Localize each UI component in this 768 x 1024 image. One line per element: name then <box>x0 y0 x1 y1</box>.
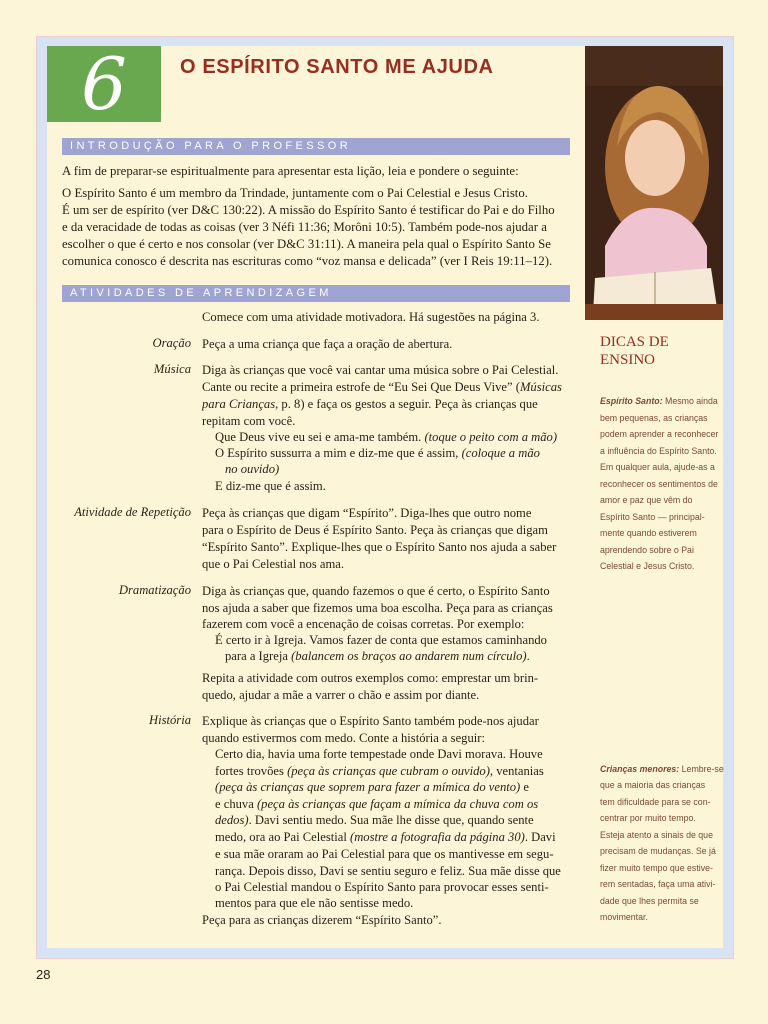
tip-line: Espírito Santo — principal- <box>600 512 705 522</box>
label-historia: História <box>149 713 191 727</box>
dramatizacao-line: fazerem com você a encenação de coisas corretas. Por exemplo: <box>202 617 525 631</box>
repeticao-line: que o Pai Celestial nos ama. <box>202 557 344 571</box>
historia-line: e chuva (peça às crianças que façam a mímica da chuva com os <box>215 797 539 811</box>
dramatizacao-line: nos ajuda a saber que fizemos uma boa escolha. Peça para as crianças <box>202 601 553 615</box>
intro-line: A fim de preparar-se espiritualmente para apresentar esta lição, leia e pondere o seguinte: <box>62 164 519 178</box>
musica-line: Diga às crianças que você vai cantar uma música sobre o Pai Celestial. <box>202 363 559 377</box>
intro-line: comunica conosco é descrita nas escrituras como “voz mansa e delicada” (ver I Reis 19:11–12). <box>62 254 553 268</box>
label-oracao: Oração <box>152 336 191 350</box>
dramatizacao-line: Diga às crianças que, quando fazemos o que é certo, o Espírito Santo <box>202 584 550 598</box>
historia-line: Certo dia, havia uma forte tempestade onde Davi morava. Houve <box>215 747 543 761</box>
girl-reading-photo <box>585 46 723 320</box>
tip-line: movimentar. <box>600 912 648 922</box>
intro-line: O Espírito Santo é um membro da Trindade, juntamente com o Pai Celestial e Jesus Cristo. <box>62 186 528 200</box>
tip-line: Em qualquer aula, ajude-as a <box>600 462 715 472</box>
tip-line: Celestial e Jesus Cristo. <box>600 561 695 571</box>
song-line: no ouvido) <box>225 462 280 476</box>
musica-line: Cante ou recite a primeira estrofe de “Eu Sei Que Deus Vive” (Músicas <box>202 380 562 394</box>
tip-line: a influência do Espírito Santo. <box>600 446 717 456</box>
historia-line: rança. Depois disso, Davi se sentiu seguro e feliz. Sua mãe disse que <box>215 864 561 878</box>
page-number: 28 <box>36 967 51 982</box>
historia-line: o Pai Celestial mandou o Espírito Santo para provocar esses senti- <box>215 880 549 894</box>
dramatizacao-line: para a Igreja (balancem os braços ao andarem num círculo). <box>225 649 530 663</box>
historia-line: (peça às crianças que soprem para fazer a mímica do vento) e <box>215 780 529 794</box>
intro-line: e da veracidade de todas as coisas (ver 3 Néfi 11:36; Morôni 10:5). Também pode-nos ajudar a <box>62 220 547 234</box>
tip-line: Esteja atento a sinais de que <box>600 830 713 840</box>
lesson-title: O ESPÍRITO SANTO ME AJUDA <box>180 56 494 78</box>
tip-line: bem pequenas, as crianças <box>600 413 708 423</box>
tip-line: reconhecer os sentimentos de <box>600 479 718 489</box>
label-repeticao: Atividade de Repetição <box>74 505 191 519</box>
historia-line: medo, ora ao Pai Celestial (mostre a fotografia da página 30). Davi <box>215 830 556 844</box>
intro-banner: INTRODUÇÃO PARA O PROFESSOR <box>62 138 570 155</box>
tip-line: tem dificuldade para se con- <box>600 797 711 807</box>
historia-line: dedos). Davi sentiu medo. Sua mãe lhe disse que, quando sente <box>215 813 534 827</box>
tip-line: centrar por muito tempo. <box>600 813 696 823</box>
intro-line: escolher o que é certo e nos consolar (ver D&C 31:11). A maneira pela qual o Espírito Santo Se <box>62 237 551 251</box>
tip-line: fizer muito tempo que estive- <box>600 863 713 873</box>
teaching-tips-heading: DICAS DE ENSINO <box>600 334 669 368</box>
activities-start-line: Comece com uma atividade motivadora. Há sugestões na página 3. <box>202 310 540 324</box>
label-dramatizacao: Dramatização <box>118 583 191 597</box>
tip-line: podem aprender a reconhecer <box>600 429 719 439</box>
song-line: E diz-me que é assim. <box>215 479 326 493</box>
historia-line: e sua mãe oraram ao Pai Celestial para que os mantivesse em segu- <box>215 847 554 861</box>
tip-line: dade que lhes permita se <box>600 896 699 906</box>
tip-line: Espírito Santo: Mesmo ainda <box>600 396 718 406</box>
label-musica: Música <box>153 362 191 376</box>
intro-line: É um ser de espírito (ver D&C 130:22). A missão do Espírito Santo é testificar do Pai e do Filho <box>62 203 555 217</box>
repeticao-line: Peça às crianças que digam “Espírito”. Diga-lhes que outro nome <box>202 506 532 520</box>
dramatizacao-line: quedo, ajudar a mãe a varrer o chão e assim por diante. <box>202 688 480 702</box>
activities-banner: ATIVIDADES DE APRENDIZAGEM <box>62 285 570 302</box>
historia-line: quando estivermos com medo. Conte a história a seguir: <box>202 731 485 745</box>
tip-line: rem sentadas, faça uma ativi- <box>600 879 716 889</box>
chapter-number: 6 <box>81 42 127 126</box>
tip-line: precisam de mudanças. Se já <box>600 846 716 856</box>
musica-line: repitam com você. <box>202 414 296 428</box>
song-line: Que Deus vive eu sei e ama-me também. (toque o peito com a mão) <box>215 430 558 444</box>
tip-line: Crianças menores: Lembre-se <box>600 764 724 774</box>
dramatizacao-line: É certo ir à Igreja. Vamos fazer de conta que estamos caminhando <box>215 633 547 647</box>
dramatizacao-line: Repita a atividade com outros exemplos como: emprestar um brin- <box>202 671 539 685</box>
repeticao-line: para o Espírito de Deus é Espírito Santo. Peça às crianças que digam <box>202 523 548 537</box>
tip-line: amor e paz que vêm do <box>600 495 693 505</box>
historia-line: fortes trovões (peça às crianças que cubram o ouvido), ventanias <box>215 764 544 778</box>
tip-line: aprendendo sobre o Pai <box>600 545 694 555</box>
tip-line: mente quando estiverem <box>600 528 697 538</box>
musica-line: para Crianças, p. 8) e faça os gestos a seguir. Peça às crianças que <box>202 397 538 411</box>
historia-line: mentos para que ele não sentisse medo. <box>215 896 414 910</box>
historia-line: Peça para as crianças dizerem “Espírito Santo”. <box>202 913 442 927</box>
repeticao-line: “Espírito Santo”. Explique-lhes que o Espírito Santo nos ajuda a saber <box>202 540 557 554</box>
tip-line: que a maioria das crianças <box>600 780 706 790</box>
oracao-text: Peça a uma criança que faça a oração de abertura. <box>202 337 453 351</box>
historia-line: Explique às crianças que o Espírito Santo também pode-nos ajudar <box>202 714 539 728</box>
song-line: O Espírito sussurra a mim e diz-me que é assim, (coloque a mão <box>215 446 540 460</box>
